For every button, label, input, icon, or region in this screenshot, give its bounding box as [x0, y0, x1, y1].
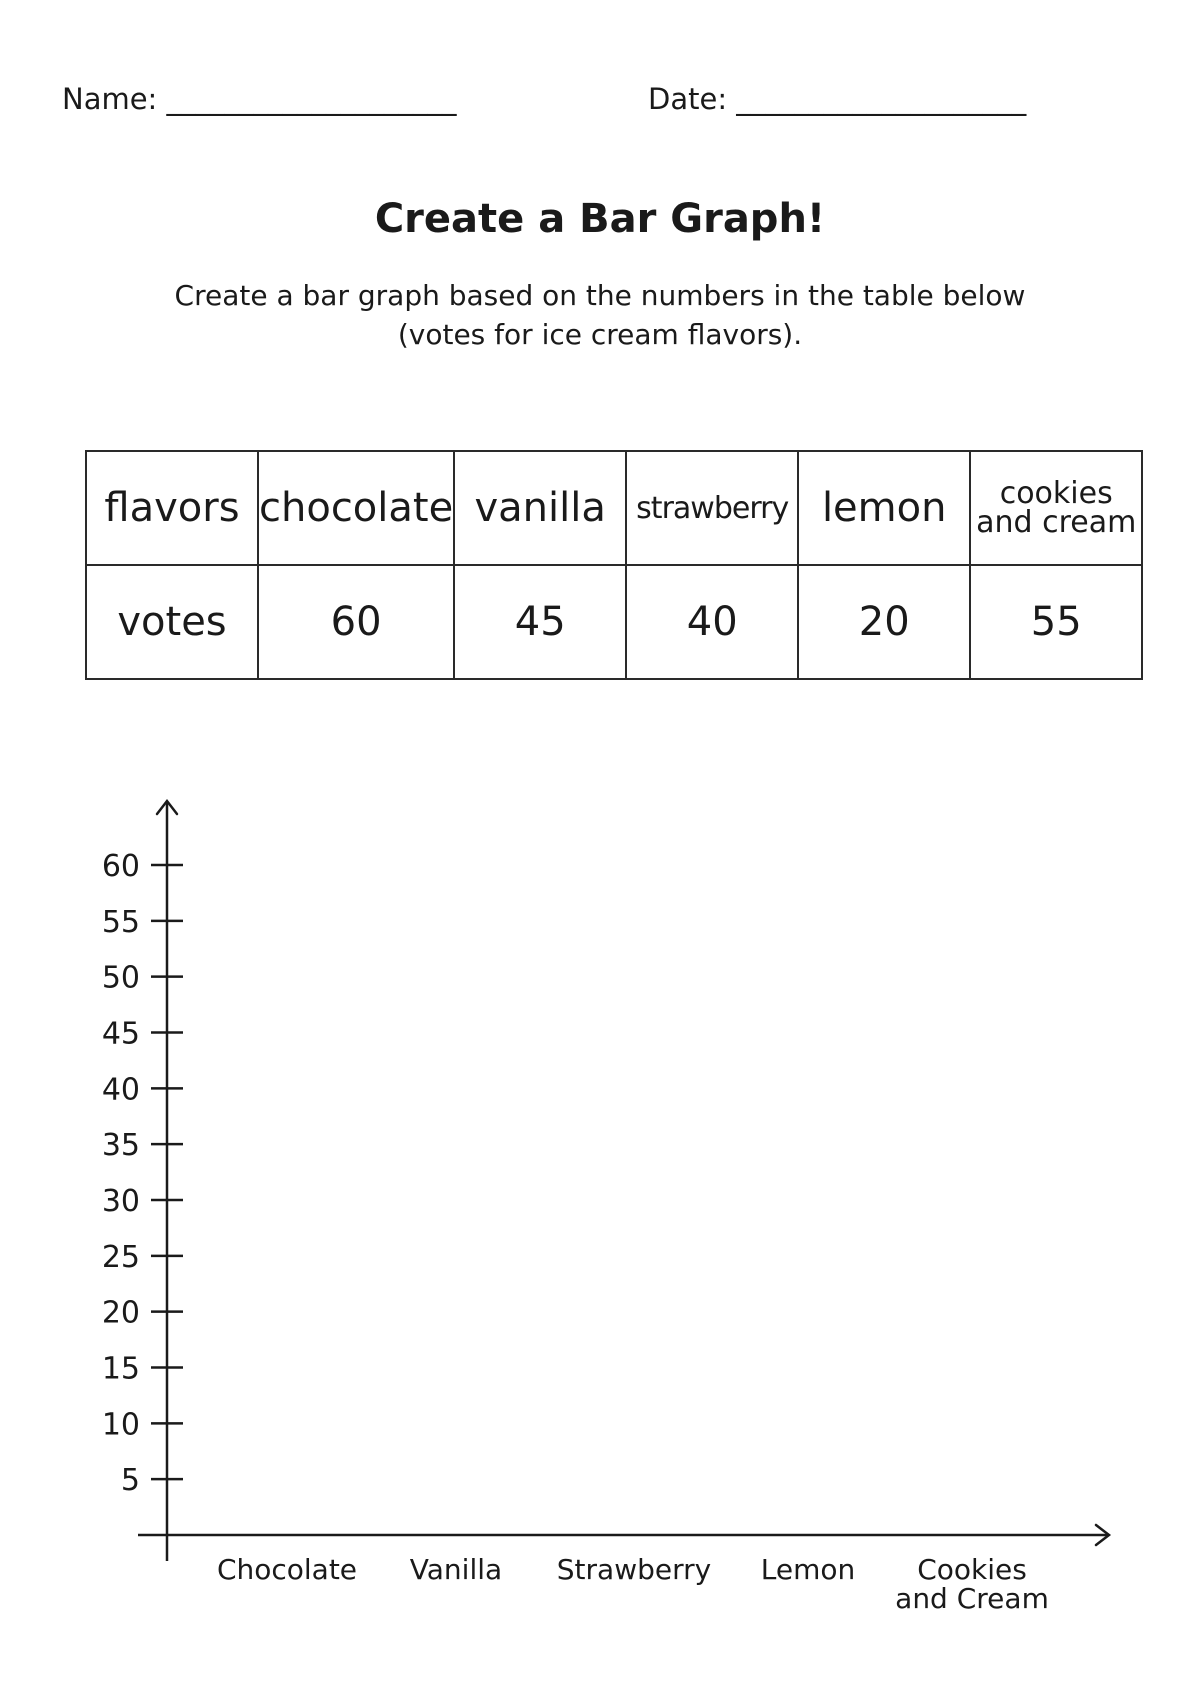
table-cell-flavor: lemon — [798, 451, 970, 565]
table-row-flavors — [86, 451, 1142, 565]
y-tick-label: 55 — [101, 904, 140, 940]
table-row-votes — [86, 565, 1142, 679]
y-tick-label: 5 — [120, 1463, 140, 1499]
table-cell-votes: 40 — [626, 565, 798, 679]
instructions — [110, 276, 1090, 354]
y-tick-label: 60 — [101, 849, 140, 884]
x-category-label: Vanilla — [409, 1553, 503, 1586]
date-field[interactable]: Date: ____________________ — [648, 82, 1027, 116]
table-cell-votes: 60 — [258, 565, 454, 679]
y-tick-label: 40 — [101, 1072, 140, 1108]
votes-table — [85, 450, 1143, 680]
x-category-label: Lemon — [760, 1553, 856, 1586]
y-tick-label: 30 — [101, 1184, 140, 1219]
x-category-label: Cookies — [917, 1553, 1027, 1586]
y-tick-label: 20 — [101, 1295, 140, 1331]
instructions-line-1: Create a bar graph based on the numbers in the table below — [174, 279, 1026, 312]
page-title: Create a Bar Graph! — [374, 196, 826, 242]
y-tick-label: 15 — [101, 1351, 140, 1387]
table-cell-votes: 55 — [970, 565, 1142, 679]
table-cell-votes: 20 — [798, 565, 970, 679]
y-tick-label: 50 — [101, 960, 140, 996]
y-tick-label: 45 — [101, 1016, 140, 1052]
table-cell-flavor: strawberry — [626, 451, 798, 565]
table-header-votes: votes — [86, 565, 258, 679]
table-cell-flavor-line: cookies — [999, 476, 1113, 511]
table-cell-flavor-line: and cream — [976, 505, 1137, 540]
y-tick-label: 35 — [101, 1128, 140, 1164]
table-cell-flavor: chocolate — [258, 451, 454, 565]
table-cell-flavor — [970, 451, 1142, 565]
y-tick-label: 25 — [101, 1239, 140, 1275]
x-category-label: Chocolate — [216, 1553, 358, 1586]
table-cell-flavor: vanilla — [454, 451, 626, 565]
bar-graph-axes[interactable] — [0, 780, 1200, 1630]
y-tick-label: 10 — [101, 1407, 140, 1443]
name-field[interactable]: Name: ____________________ — [62, 82, 457, 116]
table-cell-votes: 45 — [454, 565, 626, 679]
x-category-label: Strawberry — [556, 1553, 712, 1586]
x-category-label: and Cream — [895, 1582, 1049, 1615]
instructions-line-2: (votes for ice cream flavors). — [397, 318, 803, 351]
table-header-flavors: flavors — [86, 451, 258, 565]
